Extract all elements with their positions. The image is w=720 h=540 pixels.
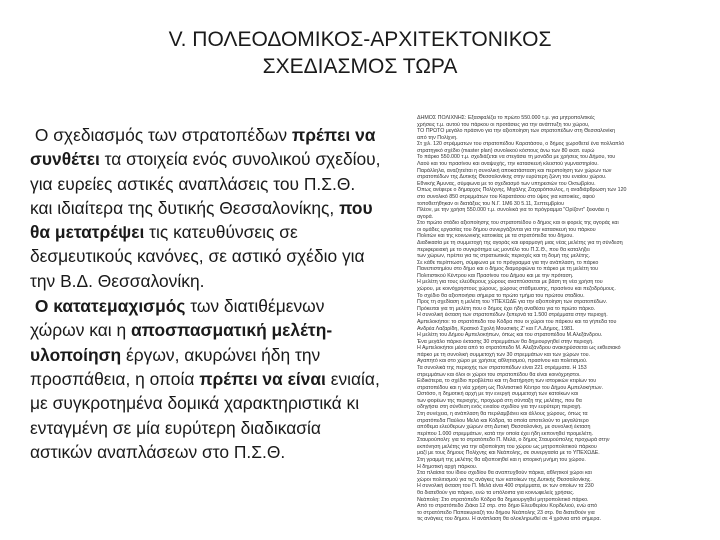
right-column-line: Η μελέτη του Δήμου Αμπελοκήπων, όπως και του στρατοπέδου Μ.Αλεξάνδρου.	[417, 332, 603, 339]
right-column-line: Στ χιλ. 120 στρέμματων του στρατοπέδου Καρατάσου, ο δήμος χωροθετεί ένα πολλαπλό	[417, 141, 625, 148]
right-column-line: Αγαπητό και στο χώρο με χρήσεις αθλητισμού, πρασίνου και πολιτισμού.	[417, 358, 588, 365]
right-column-line: Το πάρκο 550.000 τ.μ. σχεδιάζεται να στεγάσει τη μονάδα με χρήσεις του Δήμου, του	[417, 154, 616, 161]
right-column-line: ΤΟ ΠΡΩΤΟ μεγάλο πράσινο για την αξιοποίηση των στρατοπέδων στη Θεσσαλονίκη	[417, 128, 616, 135]
right-column-line: Ειδικότερα, το σχέδιο προβλέπει και τη διατήρηση των ιστορικών κτιρίων του	[417, 378, 597, 385]
right-column-line: Στο πρώτο στάδιο αξιοποίησης του στρατοπέδου ο δήμος και οι φορείς της αγοράς και	[417, 220, 619, 227]
paragraph-1-text-b: τα στοιχεία ενός συνολικού σχεδίου, για ευρείες αστικές αναπλάσεις του Π.Σ.Θ. και ιδιαίτερα της δυτικής Θεσσαλονίκης,	[30, 149, 381, 218]
paragraph-2-text-a: των διατιθέμενων χώρων και η	[30, 296, 325, 341]
right-column-line: Πλέον, με την χρήση 550.000 τ.μ. συνολικά για το πρόγραμμα "Ορίζοντ" ξεκινάει η	[417, 207, 609, 214]
right-column-line: Πολιτιστικού Κέντρου και Πρασίνου του Δήμου και με την πρόταση.	[417, 272, 574, 279]
right-column-line: Η συνολική έκταση των στρατοπέδων ξεπερνά τα 1.500 στρέμματα στην περιοχή.	[417, 312, 608, 319]
right-column-line: Πανεπιστημίου στο δήμο και ο δήμος διαμορφώνει το πάρκο με τη μελέτη του	[417, 266, 598, 273]
right-column-line: Ανδρέα Λαζαρίδη, Κρατικό Σχολή Μουσικής Ζ' και Γ.Λ.Δήμος, 1981.	[417, 325, 575, 332]
right-column-line: χώροι πολιτισμού για τις ανάγκες των κατοίκων της Δυτικής Θεσσαλονίκης.	[417, 476, 592, 483]
right-column-line: στρεμμάτων και όλοι οι χώροι του στρατοπέδου θα είναι κοινόχρηστοι.	[417, 371, 581, 378]
right-column-line: περιφερειακή με το συγκρότημα ως μοντέλο του Π.Σ.Θ., που θα καταλήξει	[417, 246, 590, 253]
right-column-line: Τα συνολικά της περιοχής των στρατοπέδων είναι 221 στρέμματα. Η 153	[417, 364, 587, 371]
slide-title-line-1: V. ΠΟΛΕΟΔΟΜΙΚΟΣ-ΑΡΧΙΤΕΚΤΟΝΙΚΟΣ	[168, 28, 552, 51]
right-column-line: στρατοπέδων της Δυτικής Θεσσαλονίκης στην ευρύτερη ζώνη του ενιαίου χώρου.	[417, 174, 607, 181]
right-column-line: μαζί με τους δήμους Πολίχνης και Νεάπολης, σε συνεργασία με το ΥΠΕΧΩΔΕ.	[417, 450, 600, 457]
paragraph-1-text-a: Ο σχεδιασμός των στρατοπέδων	[34, 125, 292, 145]
right-column-line: Από το στρατόπεδο Ζιάκα 12 στρ. στο δήμο Ελευθερίου Κορδελιού, ενώ από	[417, 503, 598, 510]
left-text-column	[30, 123, 382, 464]
right-column-line: στρατηγικό σχέδιο (master plan) συνολικού κόστους άνω των 80 εκατ. ευρώ	[417, 147, 595, 154]
right-column-line: Πρόκειται για τη μελέτη που ο δήμος έχει ήδη αναθέσει για το πρώτο πάρκο.	[417, 305, 596, 312]
paragraph-1-text-c: τις κατευθύνσεις σε δεσμευτικούς κανόνες, σε αστικό σχέδιο για την Β.Δ. Θεσσαλονίκη.	[30, 222, 365, 291]
paragraph-1	[30, 123, 382, 293]
right-column-line: Ένα μεγάλο πάρκο έκτασης 30 στρεμμάτων θα δημιουργηθεί στην περιοχή.	[417, 338, 594, 345]
paragraph-2	[30, 294, 382, 464]
paragraph-2-text-b: έργων, ακυρώνει ήδη την προσπάθεια, η οποία	[30, 344, 321, 389]
paragraph-2-bold-b: αποσπασματική μελέτη-υλοποίηση	[30, 320, 333, 365]
right-column-line: απόθεμα ελεύθερων χώρων στη Δυτική Θεσσαλονίκη, με συνολική έκταση	[417, 424, 591, 431]
paragraph-2-text-c: ενιαία, με συγκροτημένα δομικά χαρακτηριστικά κι ενταγμένη σε μία ευρύτερη διαδικασία αστικών αναπλάσεων στο Π.Σ.Θ.	[30, 368, 380, 462]
right-column-line: των χώρων, πρέπει για τις στρατιωτικές περιοχές και τη δομή της μελέτης.	[417, 253, 591, 260]
right-column-line: Διαδικασία με τη συμμετοχή της αγοράς και εφαρμογή μιας νέας μελέτης για τη σύνδεση	[417, 239, 623, 246]
right-column-line: Η συνολική έκταση του Π. Μελά είναι 400 στρέμματα, εκ των οποίων τα 230	[417, 483, 594, 490]
right-column-line: Πολιτών και της κοινωνικής κατοικίας με τα στρατόπεδα του δήμου.	[417, 233, 574, 240]
paragraph-1-bold-b: που θα μετατρέψει	[30, 197, 373, 243]
right-column-line: εκπόνηση μελέτης για την αξιοποίηση του χώρου ως μητροπολιτικού πάρκου	[417, 443, 597, 450]
right-column-line: Η Αμπελοκήποι μέσα από το στρατόπεδο Μ. Αλεξάνδρου ανακηρύσσεται ως εκθεσιακό	[417, 345, 621, 352]
right-column-line: θα διατεθούν για πάρκο, ενώ τα υπόλοιπα για κοινωφελείς χρήσεις.	[417, 489, 575, 496]
paragraph-2-bold-c: πρέπει να είναι	[199, 368, 326, 389]
right-column-line: τις ανάγκες του δήμου. Η ανάπλαση θα ολοκληρωθεί σε 4 χρόνια από σήμερα.	[417, 516, 601, 523]
right-column-line: Αμπελοκήποι: το στρατόπεδο του Κόδρα που οι χώροι του πάρκου και τα γήπεδα του	[417, 318, 617, 325]
right-column-line: Σταυρούπολη: για το στρατόπεδο Π. Μελά, ο δήμος Σταυρούπολης προχωρά στην	[417, 437, 610, 444]
right-column-line: Στα πλαίσια του ίδιου σχεδίου θα αναπτυχθούν πάρκα, αθλητικοί χώροι και	[417, 470, 592, 477]
right-column-line: στο συνολικό 850 στρεμμάτων του Καρατάσου στο ύψος για κατοικίες, αφού	[417, 193, 595, 200]
slide-title-line-2: ΣΧΕΔΙΑΣΜΟΣ ΤΩΡΑ	[262, 55, 458, 78]
right-column-line: χρήσεις τ.μ. αυτού του πάρκου οι προτάσεις για την ανάπτυξη του χώρου,	[417, 121, 590, 128]
right-column-line: Σε κάθε περίπτωση, σύμφωνα με το πρόγραμμα για την ανάπλαση, το πάρκο	[417, 259, 599, 266]
right-column-line: στρατόπεδα Παύλου Μελά και Κόδρα, τα οποία αποτελούν το μεγαλύτερο	[417, 417, 589, 424]
right-column-line: Εθνικής Άμυνας, σύμφωνα με το σχεδιασμό των υπηρεσιών του Οκτωβρίου.	[417, 180, 596, 187]
right-column-line: οδηγήσει στη σύνθεση ενός ενιαίου σχεδίου για την ευρύτερη περιοχή.	[417, 404, 582, 411]
paragraph-1-bold-a: πρέπει να συνθέτει	[30, 125, 376, 170]
right-column-line: Η δημοτική αρχή πάρκου.	[417, 463, 478, 470]
right-column-line: των φορέων της περιοχής, προχωρά στη σύνταξη της μελέτης, που θα	[417, 397, 582, 404]
right-column-line: τοποθετήθηκαν οι διατάξεις του Ν.Γ. 1Μ6 30 5.11, Σεπτεμβρίου	[417, 200, 564, 207]
right-column-line: Στη συνέχεια, η ανάπλαση θα περιλαμβάνει και άλλους χώρους, όπως τα	[417, 411, 588, 418]
right-column-line: Στη γραμμή της μελέτης θα αξιοποιηθεί και η ιστορική μνήμη του χώρου.	[417, 457, 586, 464]
right-column-line: Όπως ανέφερε ο δήμαρχος Πολίχνης, Μιχάλης Ζαχαρόπουλος, η αναδιάρθρωση των 120	[417, 187, 627, 194]
right-column-line: από την Πολίχνη.	[417, 134, 458, 141]
right-column-line: ΔΗΜΟΣ ΠΟΛΙΧΝΗΣ: Εξασφαλίζει το πρώτο 550.000 τ.μ. για μητροπολιτικές	[417, 115, 595, 121]
right-column-line: οι ομάδες εργασίας του δήμου συνεργάζονται για την κατασκευή του πάρκου	[417, 226, 596, 233]
right-column-line: χώρου, με κοινόχρηστους χώρους, χώρους στάθμευσης, πρασίνου και πεζοδρόμους.	[417, 286, 616, 293]
right-column-line: Νεάπολη: Στο στρατόπεδο Κόδρα θα δημιουργηθεί μητροπολιτικό πάρκο.	[417, 496, 589, 503]
right-text-column	[417, 115, 707, 533]
right-column-line: περίπου 1.000 στρεμμάτων, κατά την οποία έχει ήδη εκπονηθεί προμελέτη.	[417, 430, 594, 437]
right-column-line: αγορά.	[417, 213, 434, 220]
paragraph-2-bold-a: Ο κατατεμαχισμός	[34, 296, 186, 317]
right-column-line: Το σχέδιο θα αξιοποιήσει σήμερα το πρώτο τμήμα του πρώτου σταδίου.	[417, 292, 585, 299]
right-column-line: στρατοπέδου και η νέα χρήση ως Πολιτιστικό Κέντρο του Δήμου Αμπελοκήπων.	[417, 384, 603, 391]
right-column-line: Η μελέτη για τους ελεύθερους χώρους αναπτύσσεται με βάση τη νέα χρήση του	[417, 279, 603, 286]
slide-title	[0, 26, 720, 80]
right-column-line: πάρκο με τη συνολική συμμετοχή των 30 στρεμμάτων και των χώρων του.	[417, 351, 591, 358]
right-column-line: Ωστόσο, η δημοτική αρχή με την ενεργή συμμετοχή των κατοίκων και	[417, 391, 579, 398]
right-column-line: Παράλληλα, αναζητείται η συνολική αποκατάσταση και περιποίηση των χώρων των	[417, 167, 612, 174]
right-column-line: Προς τη σχεδίαση η μελέτη του ΥΠΕΧΩΔΕ για την αξιοποίηση των στρατοπέδων.	[417, 299, 608, 306]
right-column-line: Λαού και του πρασίνου και αναψυχής, την κατασκευή κλειστού γυμναστηρίου.	[417, 161, 599, 168]
right-column-line: το στρατόπεδο Παπακυριαζή του δήμου Νεάπολης 23 στρ. θα διατεθούν για	[417, 509, 595, 516]
